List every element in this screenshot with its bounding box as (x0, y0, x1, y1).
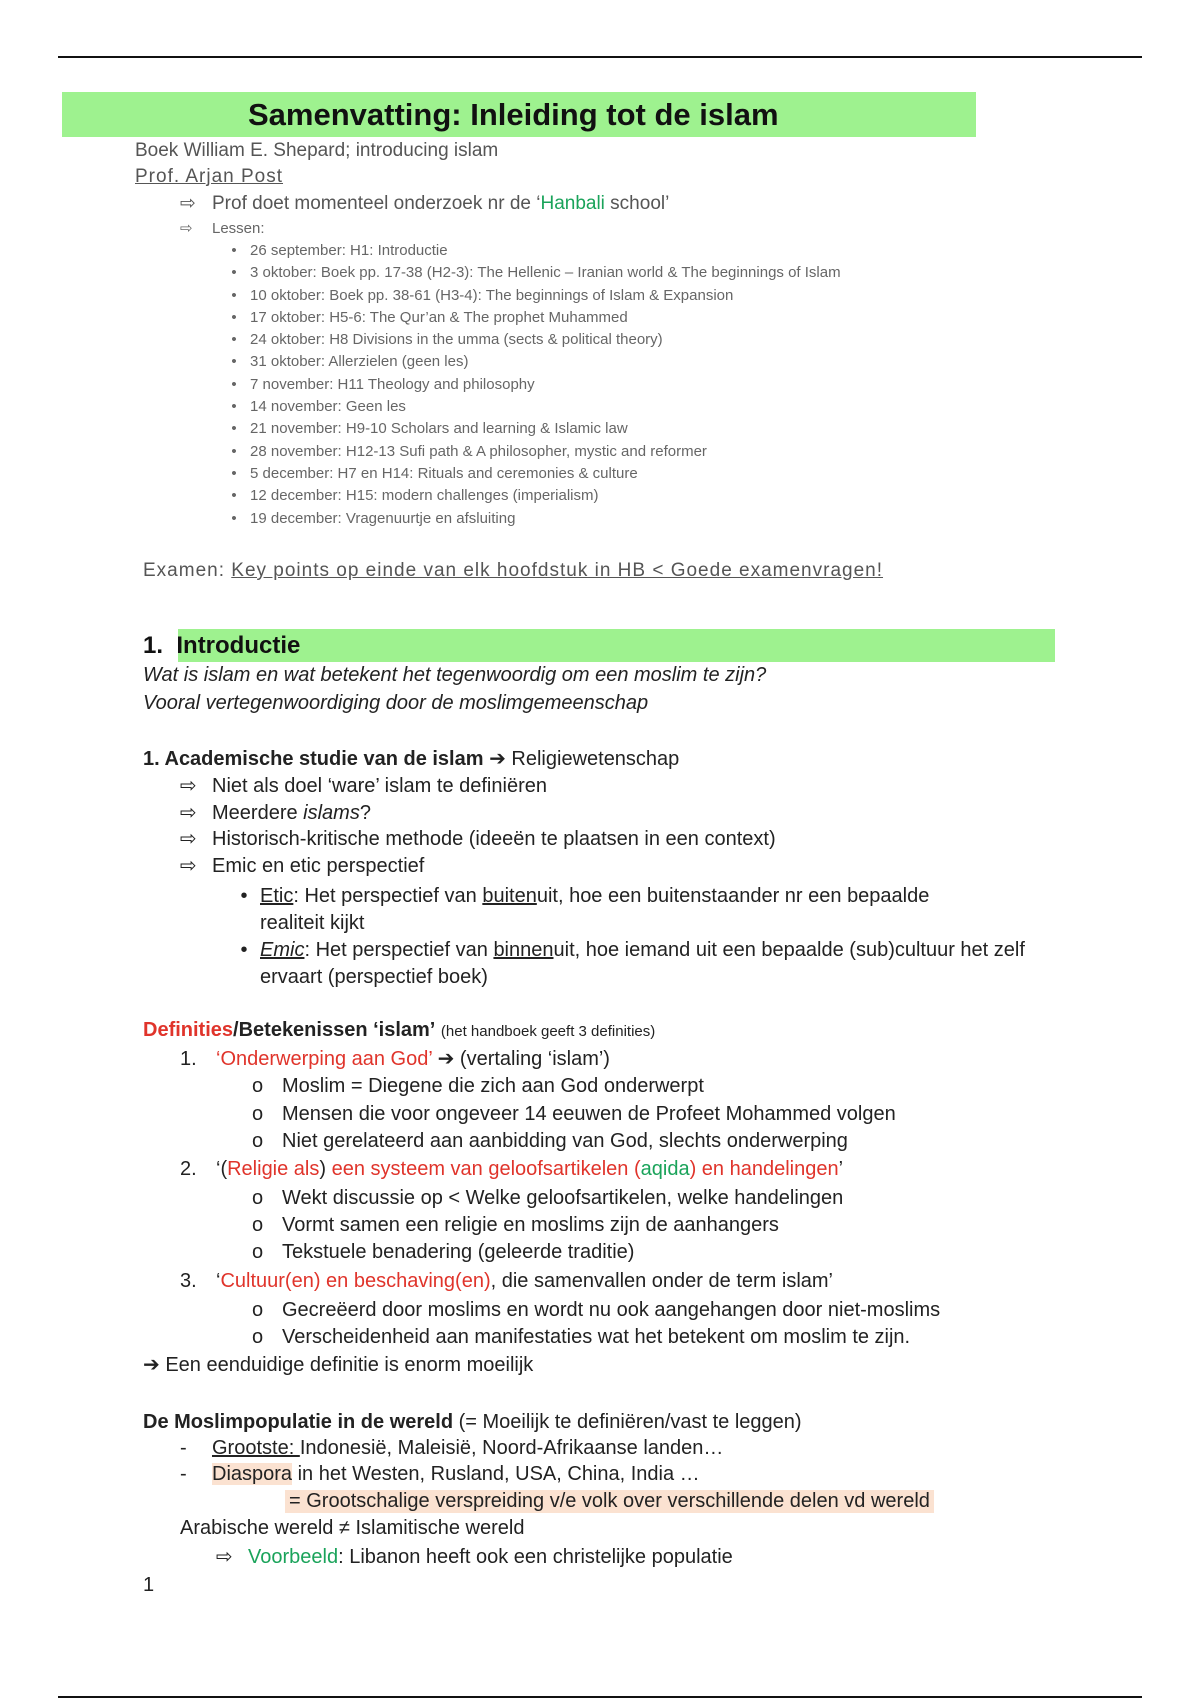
bullet-icon: • (231, 308, 237, 326)
arrow-icon: ⇨ (180, 193, 196, 214)
bullet-icon: • (231, 398, 237, 416)
exam-note: Key points op einde van elk hoofdstuk in HB < Goede examenvragen! (231, 560, 884, 581)
bullet-icon: • (231, 509, 237, 527)
arrow-icon: ⇨ (180, 220, 193, 237)
list-item: o Niet gerelateerd aan aanbidding van God, slechts onderwerping (252, 1128, 896, 1156)
population-item-1: - Grootste: Indonesië, Maleisië, Noord-Afrikaanse landen… (180, 1437, 724, 1459)
list-item: • 17 oktober: H5-6: The Qur’an & The prophet Muhammed (218, 307, 841, 329)
list-item: • 10 oktober: Boek pp. 38-61 (H3-4): The beginnings of Islam & Expansion (218, 285, 841, 307)
circle-bullet-icon: o (252, 1299, 264, 1321)
emic-item: • Emic: Het perspectief van binnenuit, hoe iemand uit een bepaalde (sub)cultuur het zelf ervaart (perspectief boek) (228, 937, 1025, 990)
right-arrow-icon: ➔ (489, 748, 506, 770)
bullet-icon: • (231, 264, 237, 282)
population-item-2: - Diaspora in het Westen, Rusland, USA, China, India … (180, 1463, 700, 1485)
academic-heading: 1. Academische studie van de islam ➔ Religiewetenschap (143, 748, 680, 770)
list-item: ⇨ Meerdere islams? (180, 800, 776, 827)
dash-bullet-icon: - (180, 1463, 187, 1485)
arrow-icon: ⇨ (216, 1546, 233, 1568)
list-item: ⇨ Niet als doel ‘ware’ islam te definiëren (180, 773, 776, 800)
arab-world-note: Arabische wereld ≠ Islamitische wereld (180, 1517, 525, 1539)
bullet-icon: • (231, 464, 237, 482)
lessons-list (218, 240, 841, 530)
page-title: Samenvatting: Inleiding tot de islam (62, 92, 976, 137)
circle-bullet-icon: o (252, 1075, 264, 1097)
circle-bullet-icon: o (252, 1326, 264, 1348)
definition-1: 1. ‘Onderwerping aan God’ ➔ (vertaling ‘islam’) (180, 1048, 610, 1070)
circle-bullet-icon: o (252, 1241, 264, 1263)
professor-name: Prof. Arjan Post (135, 166, 284, 187)
bullet-icon: • (240, 939, 248, 961)
exam-line: Examen: Key points op einde van elk hoofdstuk in HB < Goede examenvragen! (143, 560, 884, 581)
lessons-label: ⇨ Lessen: (180, 220, 265, 237)
arrow-icon: ⇨ (180, 775, 197, 797)
arrow-icon: ⇨ (180, 828, 197, 850)
definition-3-subs (252, 1297, 940, 1351)
list-item: • 7 november: H11 Theology and philosophy (218, 374, 841, 396)
list-item: • 28 november: H12-13 Sufi path & A philosopher, mystic and reformer (218, 441, 841, 463)
list-item: • 12 december: H15: modern challenges (imperialism) (218, 485, 841, 507)
list-item: • 21 november: H9-10 Scholars and learning & Islamic law (218, 418, 841, 440)
bullet-icon: • (231, 420, 237, 438)
hanbali-highlight: Hanbali (540, 193, 605, 214)
section-heading: 1. Introductie (143, 632, 301, 659)
academic-points (180, 773, 776, 879)
research-line: ⇨ Prof doet momenteel onderzoek nr de ‘Hanbali school’ (180, 193, 670, 214)
list-item: o Verscheidenheid aan manifestaties wat het betekent om moslim te zijn. (252, 1324, 940, 1351)
section-focus: Vooral vertegenwoordiging door de moslimgemeenschap (143, 692, 649, 714)
list-item: • 5 december: H7 en H14: Rituals and ceremonies & culture (218, 463, 841, 485)
etic-item: • Etic: Het perspectief van buitenuit, hoe een buitenstaander nr een bepaalde realiteit kijkt (228, 883, 929, 936)
bullet-icon: • (231, 353, 237, 371)
list-item: o Moslim = Diegene die zich aan God onderwerpt (252, 1073, 896, 1101)
list-item: o Gecreëerd door moslims en wordt nu ook aangehangen door niet-moslims (252, 1297, 940, 1324)
circle-bullet-icon: o (252, 1130, 264, 1152)
bullet-icon: • (231, 487, 237, 505)
list-item: • 31 oktober: Allerzielen (geen les) (218, 351, 841, 373)
circle-bullet-icon: o (252, 1187, 264, 1209)
list-item: • 24 oktober: H8 Divisions in the umma (sects & political theory) (218, 329, 841, 351)
book-reference: Boek William E. Shepard; introducing islam (135, 140, 499, 161)
bullet-icon: • (231, 442, 237, 460)
list-item: o Wekt discussie op < Welke geloofsartikelen, welke handelingen (252, 1185, 843, 1212)
arrow-icon: ⇨ (180, 854, 197, 877)
dash-bullet-icon: - (180, 1437, 187, 1459)
list-item: • 3 oktober: Boek pp. 17-38 (H2-3): The Hellenic – Iranian world & The beginnings of Islam (218, 262, 841, 284)
bullet-icon: • (231, 286, 237, 304)
heading-highlight (178, 629, 1055, 662)
list-item: • 19 december: Vragenuurtje en afsluiting (218, 508, 841, 530)
circle-bullet-icon: o (252, 1102, 264, 1125)
bottom-rule (58, 1696, 1142, 1698)
section-question: Wat is islam en wat betekent het tegenwoordig om een moslim te zijn? (143, 664, 767, 686)
list-item: • 26 september: H1: Introductie (218, 240, 841, 262)
definition-2-subs (252, 1185, 843, 1266)
definition-2: 2. ‘(Religie als) een systeem van geloofsartikelen (aqida) en handelingen’ (180, 1158, 844, 1180)
population-heading: De Moslimpopulatie in de wereld (= Moeilijk te definiëren/vast te leggen) (143, 1411, 802, 1433)
definition-3: 3. ‘Cultuur(en) en beschaving(en), die samenvallen onder de term islam’ (180, 1270, 833, 1292)
bullet-icon: • (231, 331, 237, 349)
top-rule (58, 56, 1142, 58)
page-number: 1 (143, 1574, 155, 1596)
list-item: • 14 november: Geen les (218, 396, 841, 418)
bullet-icon: • (231, 242, 237, 259)
list-item: o Mensen die voor ongeveer 14 eeuwen de Profeet Mohammed volgen (252, 1101, 896, 1129)
list-item: ⇨ Historisch-kritische methode (ideeën te plaatsen in een context) (180, 826, 776, 853)
definition-conclusion: ➔ Een eenduidige definitie is enorm moeilijk (143, 1354, 534, 1376)
list-item: o Vormt samen een religie en moslims zijn de aanhangers (252, 1212, 843, 1239)
diaspora-definition: = Grootschalige verspreiding v/e volk over verschillende delen vd wereld (285, 1490, 934, 1513)
definitions-heading: Definities/Betekenissen ‘islam’ (het handboek geeft 3 definities) (143, 1019, 656, 1041)
list-item: o Tekstuele benadering (geleerde traditie) (252, 1239, 843, 1266)
definition-1-subs (252, 1073, 896, 1156)
bullet-icon: • (240, 885, 248, 907)
list-item: ⇨ Emic en etic perspectief (180, 853, 776, 880)
arrow-icon: ⇨ (180, 801, 197, 824)
example-line: ⇨ Voorbeeld: Libanon heeft ook een christelijke populatie (216, 1546, 733, 1568)
circle-bullet-icon: o (252, 1214, 264, 1236)
bullet-icon: • (231, 375, 237, 393)
